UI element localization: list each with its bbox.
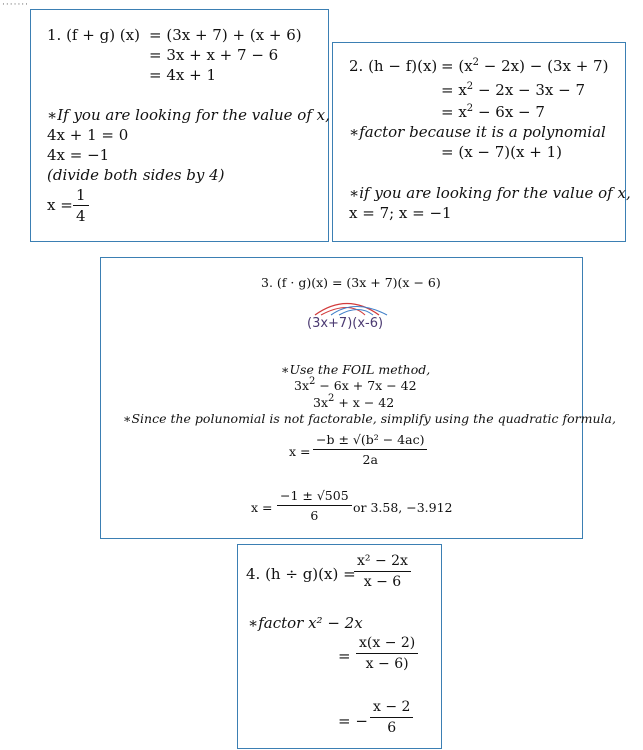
p2-exp-2: 2 [466, 81, 474, 92]
p2-line1 [441, 56, 608, 76]
p3-foil2-a: 3x [313, 395, 329, 410]
p4-f2-denominator: x − 6) [365, 656, 409, 672]
p3-qf-denominator: 2a [362, 452, 378, 467]
p2-line3-b: − 6x − 7 [473, 103, 545, 121]
p4-eq3: = − [338, 712, 368, 730]
p1-eq2: 4x = −1 [47, 146, 110, 164]
p3-note1: ∗Use the FOIL method, [281, 362, 431, 377]
p4-fraction-3 [370, 697, 413, 738]
p4-f1-numerator: x² − 2x [354, 551, 411, 572]
p2-note2: ∗if you are looking for the value of x, [349, 184, 631, 202]
p2-line3 [441, 102, 545, 122]
p4-fraction-2 [356, 633, 418, 674]
p2-exp-1: 2 [472, 57, 480, 68]
p3-foil2 [313, 394, 394, 411]
p3-note2: ∗Since the polunomial is not factorable, simplify using the quadratic formula, [123, 411, 616, 426]
p1-eq1: 4x + 1 = 0 [47, 126, 129, 144]
p2-line2-b: − 2x − 3x − 7 [473, 81, 586, 99]
problem-1-box [30, 9, 329, 242]
p3-qf-lhs: x = [289, 444, 311, 459]
p2-line1-a: = (x [441, 57, 473, 75]
p3-exp-1: 2 [309, 376, 316, 387]
p3-exp-2: 2 [328, 393, 335, 404]
p2-solution: x = 7; x = −1 [349, 204, 452, 222]
problem-4-box [237, 544, 442, 749]
p1-x-denominator: 4 [76, 207, 86, 225]
p4-lhs: 4. (h ÷ g)(x) = [246, 565, 356, 583]
p3-qf-numerator: −b ± √(b² − 4ac) [313, 430, 427, 450]
p1-lhs: 1. (f + g) (x) [47, 26, 140, 44]
p2-line1-b: − 2x) − (3x + 7) [479, 57, 609, 75]
p2-lhs: 2. (h − f)(x) [349, 57, 438, 75]
top-dots: ······· [2, 0, 30, 10]
p3-sol-rhs: or 3.58, −3.912 [353, 500, 453, 515]
p4-f2-numerator: x(x − 2) [356, 633, 418, 654]
p3-solution-fraction [277, 486, 352, 525]
p1-x-numerator: 1 [73, 185, 89, 206]
p1-divide: (divide both sides by 4) [47, 166, 225, 184]
p2-exp-3: 2 [466, 103, 474, 114]
p4-eq2: = [338, 647, 351, 665]
p3-sol-lhs: x = [251, 500, 273, 515]
p2-note: ∗factor because it is a polynomial [349, 123, 606, 141]
p3-foil1-a: 3x [294, 378, 310, 393]
p4-fraction-1 [354, 551, 411, 592]
p2-line4: = (x − 7)(x + 1) [441, 143, 562, 161]
p1-x-fraction [73, 185, 89, 226]
p4-f1-denominator: x − 6 [363, 574, 402, 590]
p3-sol-numerator: −1 ± √505 [277, 486, 352, 506]
p1-x-label: x = [47, 196, 73, 214]
foil-arcs-icon [307, 298, 397, 318]
p2-line3-a: = x [441, 103, 467, 121]
p3-foil1-b: − 6x + 7x − 42 [315, 378, 417, 393]
problem-2-box [332, 42, 631, 242]
p1-line1: = (3x + 7) + (x + 6) [149, 26, 302, 44]
p4-f3-numerator: x − 2 [370, 697, 413, 718]
p1-line2: = 3x + x + 7 − 6 [149, 46, 279, 64]
p1-note: ∗If you are looking for the value of x, [47, 106, 330, 124]
p4-note: ∗factor x² − 2x [248, 614, 363, 632]
p1-line3: = 4x + 1 [149, 66, 216, 84]
p3-handwritten-text: (3x+7)(x-6) [307, 316, 384, 331]
p3-foil2-b: + x − 42 [334, 395, 395, 410]
problem-3-box [100, 257, 616, 539]
p3-handwritten-foil [307, 300, 397, 340]
p3-foil1 [294, 377, 417, 394]
p2-line2-a: = x [441, 81, 467, 99]
p3-sol-denominator: 6 [310, 508, 319, 523]
p3-title: 3. (f · g)(x) = (3x + 7)(x − 6) [261, 275, 441, 290]
p3-quadratic-formula [313, 430, 427, 469]
p4-f3-denominator: 6 [387, 720, 397, 736]
p2-line2 [441, 80, 585, 100]
